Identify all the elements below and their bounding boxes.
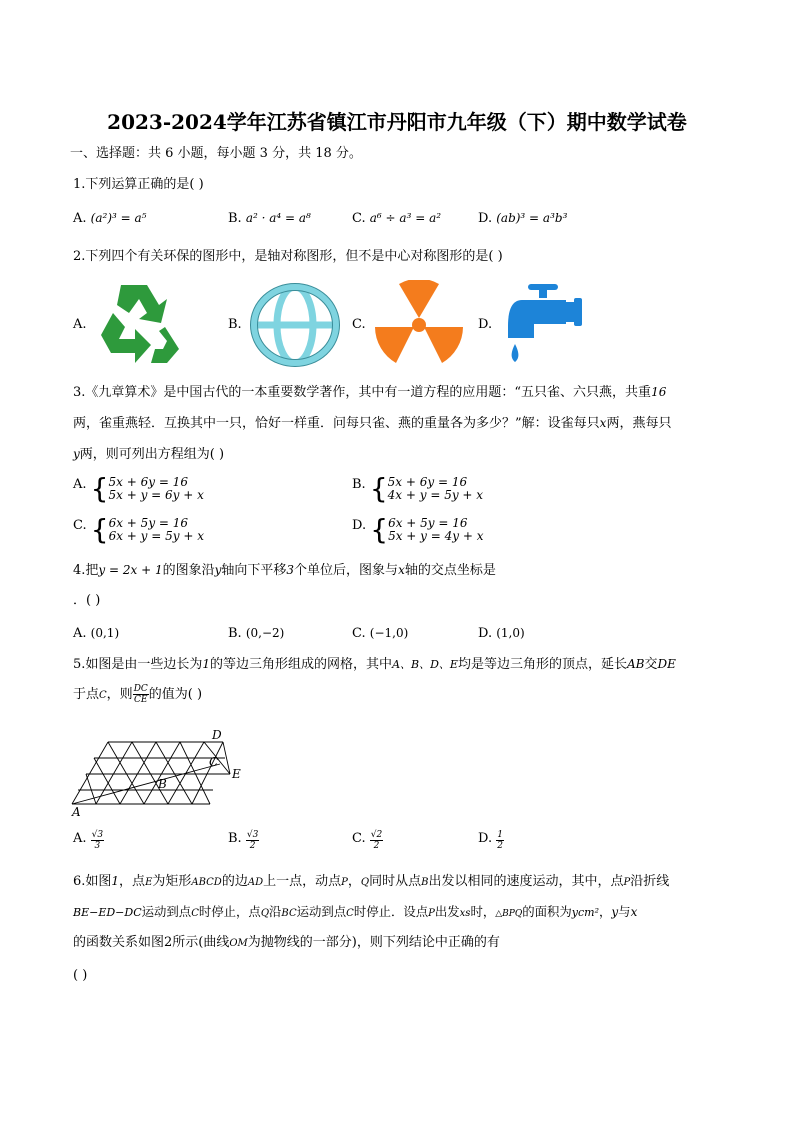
- recycle-icon: [95, 283, 183, 365]
- radiation-icon: [374, 280, 464, 366]
- q6-u13: xs: [459, 908, 471, 919]
- q3-a-system: [109, 476, 204, 502]
- q5-option-d[interactable]: [478, 830, 504, 851]
- q5-a-num: √3: [91, 830, 104, 840]
- q6-t14: B: [421, 877, 429, 888]
- q6-u21: x: [630, 905, 638, 919]
- globe-icon: [248, 281, 342, 369]
- q6-u9: C: [346, 908, 354, 919]
- q4-equation: y = 2x + 1: [98, 563, 163, 577]
- q1-c-expr: a⁶ ÷ a³ = a²: [369, 211, 442, 225]
- q5-text-f: ，则: [106, 687, 133, 702]
- q3-c-eq1: 6x + 5y = 16: [108, 516, 189, 530]
- q4-d-value: (1,0): [496, 626, 525, 640]
- q6-u11: P: [428, 908, 435, 919]
- q6-u7: BC: [281, 908, 297, 919]
- q5-b-num: √3: [246, 830, 259, 840]
- q5-line2: [73, 684, 202, 705]
- q6-u16: 的面积为: [522, 904, 572, 919]
- q6-t4: E: [145, 877, 153, 888]
- q1-option-a[interactable]: [73, 209, 146, 228]
- q3-b-label: B.: [352, 477, 366, 492]
- q6-t15: 出发以相同的速度运动，其中，点: [428, 874, 624, 889]
- q5-c-num: √2: [370, 830, 383, 840]
- q6-v3: 为抛物线的一部分)，则下列结论中正确的有: [247, 935, 500, 950]
- q5-option-c[interactable]: [352, 830, 383, 851]
- q3-line2-text2: 两，燕每只: [606, 416, 672, 431]
- page-title: 2023-2024学年江苏省镇江市丹阳市九年级（下）期中数学试卷: [107, 110, 687, 134]
- q4-b-value: (0,−2): [245, 626, 285, 640]
- q4-option-d[interactable]: [478, 624, 525, 643]
- q3-line1-num: 16: [651, 385, 667, 399]
- q6-u19: y: [611, 905, 619, 919]
- q3-a-eq1: 5x + 6y = 16: [108, 475, 188, 489]
- q6-line1: [73, 872, 669, 892]
- q5-c: C: [99, 690, 107, 701]
- q6-u4: 时停止，点: [198, 904, 261, 919]
- q4-text-b: 的图象沿: [162, 563, 215, 578]
- q1-stem: 1.下列运算正确的是( ): [73, 177, 204, 192]
- q2-c-label[interactable]: C.: [352, 317, 366, 332]
- q4-c-label: C.: [352, 626, 366, 641]
- q6-u15: △BPQ: [495, 909, 523, 919]
- q5-b-den: 2: [249, 841, 256, 851]
- q5-fig-label-b: B: [158, 777, 167, 791]
- q6-u10: 时停止．设点: [353, 904, 429, 919]
- q3-c-system: [109, 517, 204, 543]
- q3-a-label: A.: [73, 477, 87, 492]
- q1-b-label: B.: [228, 211, 242, 226]
- q6-t8: AD: [247, 877, 264, 888]
- q6-u18: ，: [599, 904, 612, 919]
- q6-t6: ABCD: [191, 877, 222, 888]
- q3-b-eq2: 4x + y = 5y + x: [387, 488, 484, 502]
- q6-t1: 6.如图: [73, 874, 112, 889]
- q4-c-value: (−1,0): [369, 626, 409, 640]
- q1-b-expr: a² · a⁴ = a⁸: [245, 211, 311, 225]
- q5-d-label: D.: [478, 831, 493, 846]
- q3-line3: [73, 445, 224, 464]
- q2-a-label[interactable]: A.: [73, 317, 87, 332]
- q6-line2: [73, 903, 637, 923]
- q3-line2-var: x: [599, 416, 607, 430]
- q3-line2: [73, 414, 671, 433]
- q3-line3-text: 两，则可列出方程组为( ): [79, 447, 225, 462]
- q1-d-label: D.: [478, 211, 493, 226]
- q3-option-b[interactable]: [352, 472, 484, 505]
- q1-option-d[interactable]: [478, 209, 567, 228]
- q5-b-label: B.: [228, 831, 242, 846]
- q6-u3: C: [191, 908, 199, 919]
- q5-text-d: 交: [644, 657, 658, 672]
- q6-u8: 运动到点: [296, 904, 347, 919]
- q5-points: A、B、D、E: [392, 658, 458, 671]
- q5-c-label: C.: [352, 831, 366, 846]
- q4-a-value: (0,1): [90, 626, 120, 640]
- q6-u6: 沿: [269, 904, 282, 919]
- q6-u17: ycm²: [571, 906, 599, 919]
- q5-triangle-grid-figure: [70, 726, 250, 816]
- q6-t5: 为矩形: [152, 874, 192, 889]
- q5-d-den: 2: [497, 841, 503, 851]
- q6-u2: 运动到点: [141, 904, 192, 919]
- q4-var-x: x: [398, 563, 405, 577]
- q3-option-a[interactable]: [73, 472, 204, 505]
- q4-var-y: y: [214, 563, 222, 577]
- q5-frac-num: DC: [133, 684, 148, 694]
- q1-option-c[interactable]: [352, 209, 441, 228]
- q2-stem: 2.下列四个有关环保的图形中，是轴对称图形，但不是中心对称图形的是( ): [73, 249, 503, 264]
- q3-b-eq1: 5x + 6y = 16: [387, 475, 468, 489]
- q6-u12: 出发: [434, 904, 460, 919]
- q2-d-label[interactable]: D.: [478, 317, 493, 332]
- q5-fraction: [133, 684, 149, 705]
- q6-line4: ( ): [73, 968, 88, 983]
- q3-a-eq2: 5x + y = 6y + x: [108, 488, 204, 502]
- q5-text-a: 5.如图是由一些边长为: [73, 657, 203, 672]
- q3-line1: [73, 383, 666, 402]
- q6-u20: 与: [618, 904, 631, 919]
- q5-ab: AB: [626, 657, 645, 671]
- q4-d-label: D.: [478, 626, 493, 641]
- q5-fig-label-d: D: [212, 728, 222, 742]
- q5-option-a[interactable]: [73, 830, 104, 851]
- q5-line1: [73, 655, 676, 674]
- q6-u5: Q: [260, 908, 270, 919]
- q4-text-c: 轴向下平移: [221, 563, 287, 578]
- q3-d-system: [388, 517, 483, 543]
- q4-option-a[interactable]: [73, 624, 119, 643]
- q5-text-g: 的值为( ): [148, 687, 203, 702]
- q6-line3: [73, 934, 500, 953]
- q3-d-eq1: 6x + 5y = 16: [388, 516, 468, 530]
- q5-fig-label-a: A: [72, 805, 81, 816]
- q5-fig-label-c: C: [209, 755, 219, 769]
- q3-option-c[interactable]: [73, 513, 205, 546]
- q4-text-d: 个单位后，图象与: [294, 563, 399, 578]
- q3-c-eq2: 6x + y = 5y + x: [108, 529, 205, 543]
- q5-de: DE: [657, 657, 676, 671]
- q5-a-label: A.: [73, 831, 87, 846]
- q6-t3: ，点: [119, 874, 146, 889]
- faucet-icon: [500, 282, 586, 370]
- q1-option-b[interactable]: [228, 209, 311, 228]
- q6-t7: 的边: [221, 874, 248, 889]
- q4-option-c[interactable]: [352, 624, 408, 643]
- q6-u1: BE−ED−DC: [73, 906, 142, 919]
- q4-line1: [73, 561, 496, 580]
- brace-icon: {: [90, 472, 109, 505]
- q5-c-den: 2: [373, 841, 380, 851]
- q5-a-den: 3: [94, 841, 101, 851]
- q1-d-expr: (ab)³ = a³b³: [496, 211, 568, 225]
- q5-text-c: 均是等边三角形的顶点，延长: [457, 657, 627, 672]
- q6-v2: OM: [229, 938, 248, 949]
- q5-b-frac: [246, 830, 259, 851]
- q4-text-e: 轴的交点坐标是: [404, 563, 496, 578]
- brace-icon: {: [90, 513, 109, 546]
- section-header: 一、选择题：共 6 小题，每小题 3 分，共 18 分。: [70, 146, 362, 161]
- q3-line1-text: 3.《九章算术》是中国古代的一本重要数学著作，其中有一道方程的应用题：“五只雀、六只燕，共重: [73, 385, 652, 400]
- q5-text-e: 于点: [73, 687, 100, 702]
- q5-frac-den: CE: [134, 695, 148, 705]
- q1-a-label: A.: [73, 211, 87, 226]
- brace-icon: {: [370, 513, 389, 546]
- q1-a-expr: (a²)³ = a⁵: [90, 211, 147, 225]
- q4-option-b[interactable]: [228, 624, 284, 643]
- q5-fig-label-e: E: [232, 767, 241, 781]
- q1-c-label: C.: [352, 211, 366, 226]
- q6-t11: ，: [347, 874, 361, 889]
- q3-c-label: C.: [73, 518, 87, 533]
- q3-option-d[interactable]: [352, 513, 484, 546]
- q3-line3-var: y: [73, 447, 80, 461]
- q5-text-b: 的等边三角形组成的网格，其中: [210, 657, 393, 672]
- q5-option-b[interactable]: [228, 830, 259, 851]
- q6-t17: 沿折线: [630, 874, 670, 889]
- q6-t16: P: [623, 877, 631, 888]
- q3-b-system: [388, 476, 483, 502]
- q6-t2: 1: [111, 874, 120, 888]
- q4-b-label: B.: [228, 626, 242, 641]
- q6-t9: 上一点，动点: [263, 874, 342, 889]
- q6-v1: 的函数关系如图2所示(曲线: [73, 935, 230, 950]
- q6-t10: P: [341, 877, 348, 888]
- q6-t12: Q: [360, 877, 370, 888]
- q5-c-frac: [370, 830, 383, 851]
- q5-d-num: 1: [497, 830, 503, 840]
- q5-d-frac: [496, 830, 504, 851]
- q4-a-label: A.: [73, 626, 87, 641]
- q2-b-label[interactable]: B.: [228, 317, 242, 332]
- q6-u14: 时，: [470, 904, 496, 919]
- q5-num: 1: [202, 657, 211, 671]
- q3-d-eq2: 5x + y = 4y + x: [388, 529, 484, 543]
- q5-a-frac: [91, 830, 104, 851]
- q3-line2-text: 两，雀重燕轻．互换其中一只，恰好一样重．问每只雀、燕的重量各为多少？”解：设雀每只: [73, 416, 600, 431]
- brace-icon: {: [369, 472, 388, 505]
- q4-text-a: 4.把: [73, 563, 99, 578]
- q3-d-label: D.: [352, 518, 367, 533]
- q4-line2: ．( ): [73, 593, 101, 608]
- q6-t13: 同时从点: [369, 874, 422, 889]
- q4-num: 3: [286, 563, 295, 577]
